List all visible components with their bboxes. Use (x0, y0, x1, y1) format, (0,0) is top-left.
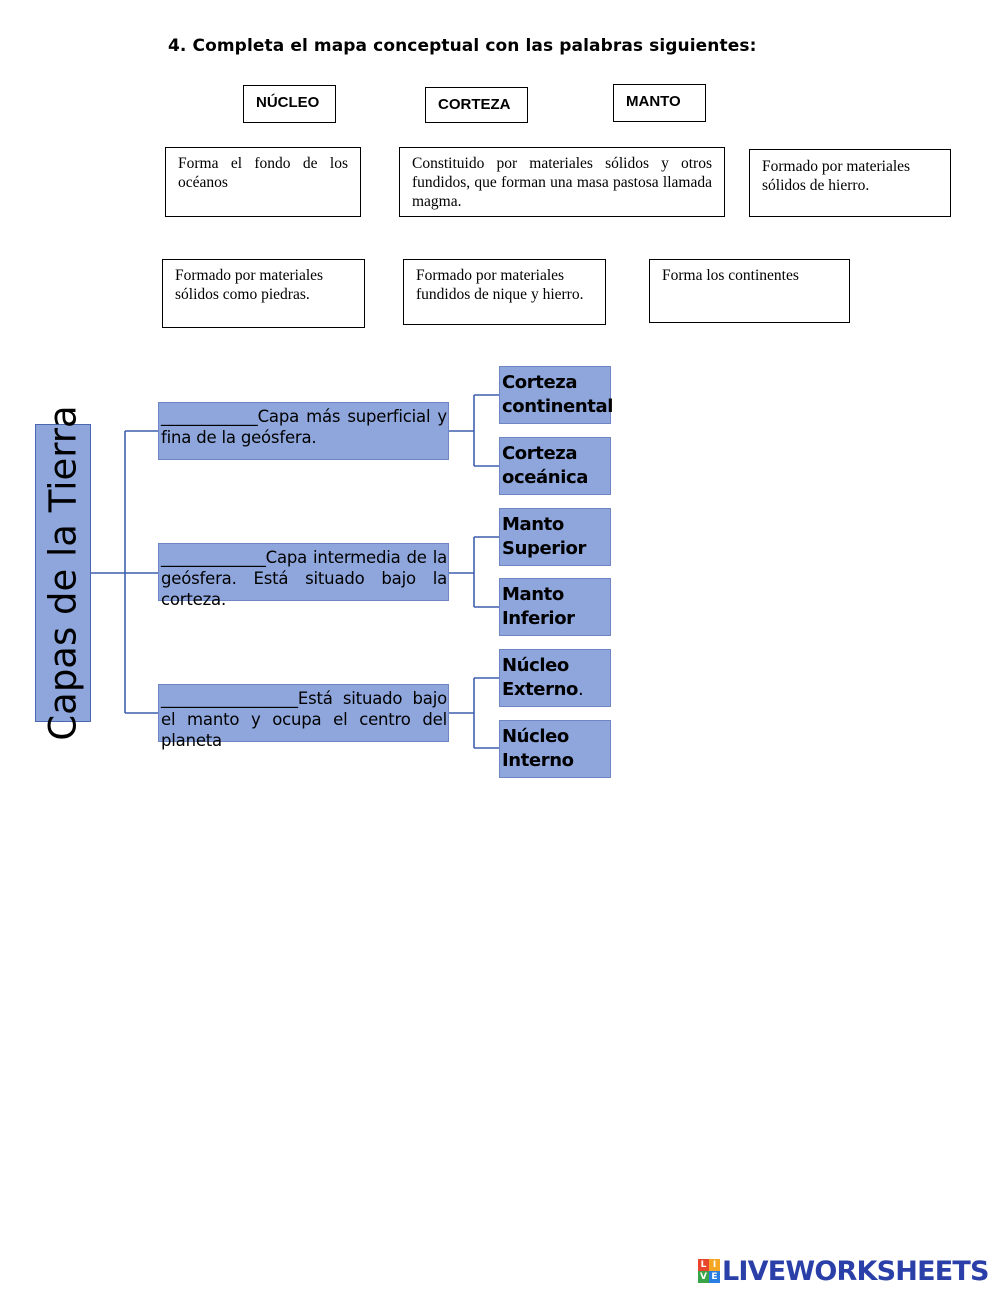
word-manto[interactable]: MANTO (613, 84, 706, 122)
logo-letter: I (709, 1259, 720, 1271)
logo-text: LIVEWORKSHEETS (722, 1255, 989, 1287)
answer-blank-2[interactable]: _____________ (161, 548, 266, 567)
definition-text: Forma los continentes (662, 267, 799, 284)
layer-node-2 (158, 543, 449, 609)
definition-text: Formado por materiales fundidos de nique y hierro. (416, 267, 584, 303)
liveworksheets-logo-icon (698, 1259, 720, 1283)
leaf-suffix: . (577, 679, 584, 700)
definition-text: Formado por materiales sólidos como piedras. (175, 267, 324, 303)
layer-node-3 (158, 684, 449, 750)
definition-text: Formado por materiales sólidos de hierro. (762, 158, 911, 194)
root-node (35, 405, 91, 741)
word-nucleo[interactable]: NÚCLEO (243, 85, 336, 123)
logo-letter: E (709, 1271, 720, 1283)
logo-letter: V (698, 1271, 709, 1283)
answer-blank-3[interactable]: _________________ (161, 689, 298, 708)
layer-node-1 (158, 402, 449, 460)
leaf-manto-superior: Manto Superior (499, 508, 611, 566)
answer-blank-1[interactable]: ____________ (161, 407, 258, 426)
layer-description: Está situado bajo el manto y ocupa el centro del planeta (161, 689, 447, 750)
leaf-nucleo-interno: Núcleo Interno (499, 720, 611, 778)
definition-text: Constituido por materiales sólidos y otros fundidos, que forman una masa pastosa llamada magma. (412, 155, 712, 210)
layer-description: Capa intermedia de la geósfera. Está situado bajo la corteza. (161, 548, 447, 609)
root-label: Capas de la Tierra (41, 405, 85, 741)
leaf-label: Núcleo Externo (502, 655, 578, 700)
leaf-corteza-continental: Corteza continental (499, 366, 611, 424)
liveworksheets-logo (698, 1256, 989, 1286)
logo-letter: L (698, 1259, 709, 1271)
definition-text: Forma el fondo de los océanos (178, 155, 348, 191)
leaf-manto-inferior: Manto Inferior (499, 578, 611, 636)
layer-description: Capa más superficial y fina de la geósfera. (161, 407, 447, 447)
exercise-heading: 4. Completa el mapa conceptual con las palabras siguientes: (168, 36, 757, 56)
leaf-corteza-oceanica: Corteza oceánica (499, 437, 611, 495)
word-corteza[interactable]: CORTEZA (425, 87, 528, 123)
leaf-nucleo-externo (499, 649, 611, 707)
